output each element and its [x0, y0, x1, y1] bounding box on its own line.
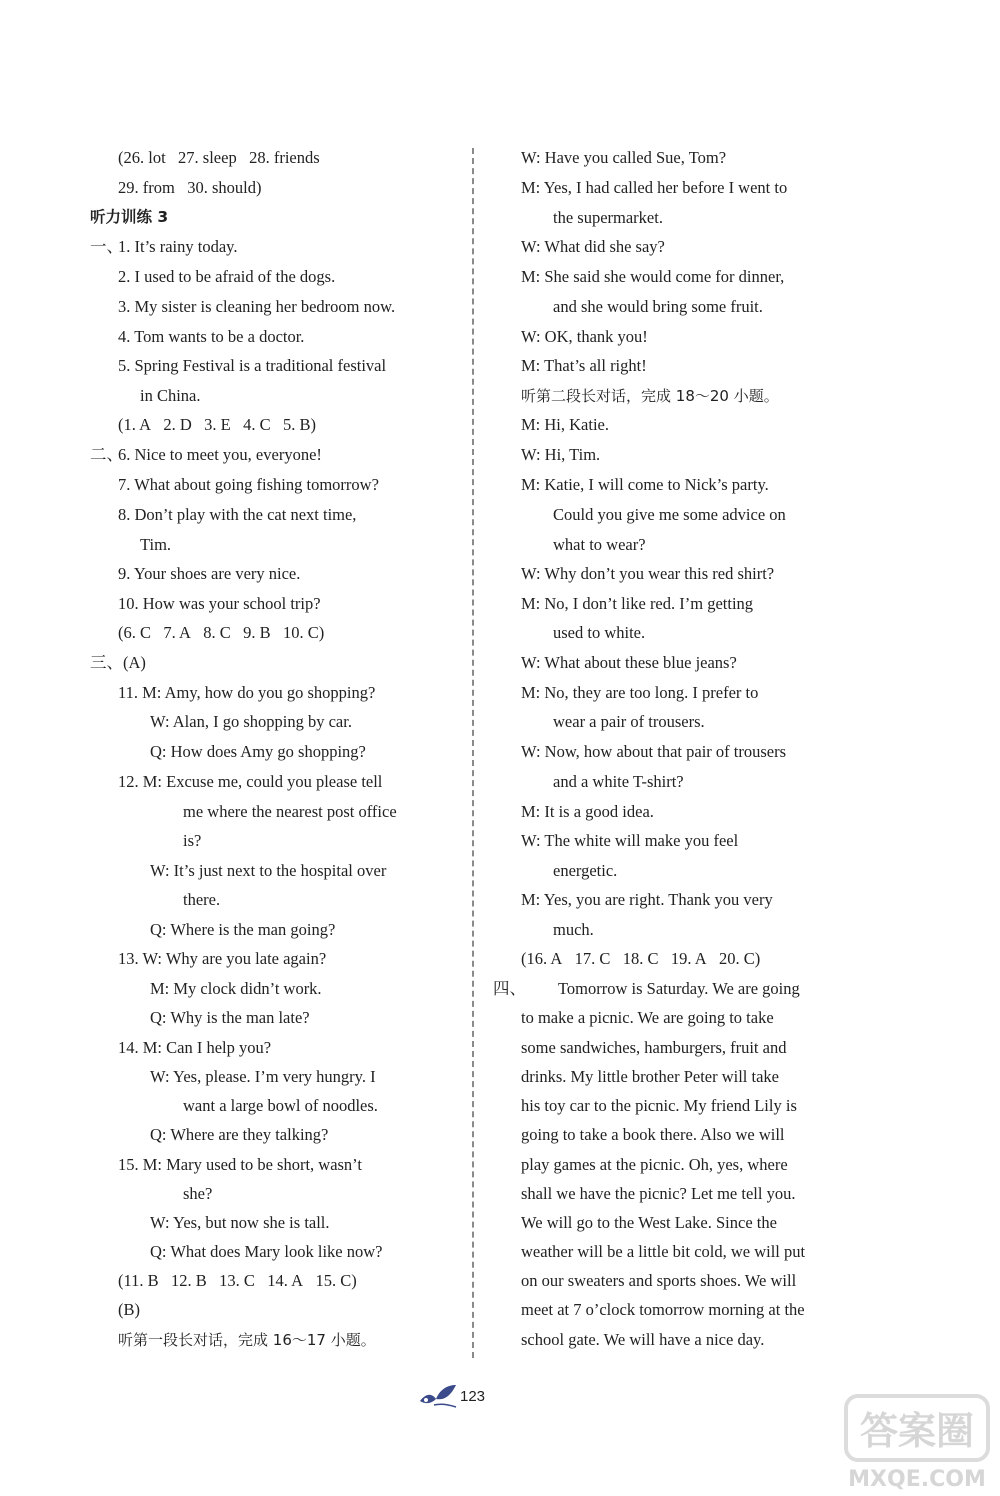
part2-item-8-cont: Tim.: [140, 535, 172, 554]
part1-answers: [118, 414, 316, 436]
answer-26: (26. lot: [118, 148, 166, 167]
q12-line-6: Q: Where is the man going?: [150, 920, 336, 939]
passage-line-13: school gate. We will have a nice day.: [521, 1330, 765, 1349]
dialog2-line-9: W: What about these blue jeans?: [521, 653, 737, 672]
q12-line-1: 12. M: Excuse me, could you please tell: [118, 772, 383, 791]
watermark-logo-text: 答案圈: [859, 1409, 975, 1453]
partB-marker: (B): [118, 1300, 140, 1319]
dialog1-line-7: W: OK, thank you!: [521, 327, 648, 346]
part2-item-7: 7. What about going fishing tomorrow?: [118, 475, 379, 494]
q13-line-3: Q: Why is the man late?: [150, 1008, 310, 1027]
answer-4: 4. C: [243, 415, 271, 434]
dialog2-line-15: W: The white will make you feel: [521, 831, 739, 850]
part1-item-2: 2. I used to be afraid of the dogs.: [118, 267, 336, 286]
dialog2-line-2: W: Hi, Tim.: [521, 445, 601, 464]
dialog1-line-3: the supermarket.: [553, 208, 663, 227]
answer-15: 15. C): [315, 1271, 357, 1290]
q13-line-2: M: My clock didn’t work.: [150, 979, 322, 998]
page-number: 123: [460, 1388, 486, 1405]
passage-line-11: on our sweaters and sports shoes. We will: [521, 1271, 797, 1290]
dialog2-line-6: W: Why don’t you wear this red shirt?: [521, 564, 775, 583]
dialog2-line-5: what to wear?: [553, 535, 646, 554]
dialog2-line-12: W: Now, how about that pair of trousers: [521, 742, 787, 761]
answer-9: 9. B: [243, 623, 271, 642]
q11-line-1: 11. M: Amy, how do you go shopping?: [118, 683, 376, 702]
dialog1-line-8: M: That’s all right!: [521, 356, 647, 375]
part1-item-5-cont: in China.: [140, 386, 201, 405]
q11-line-2: W: Alan, I go shopping by car.: [150, 712, 352, 731]
part1-item-4: 4. Tom wants to be a doctor.: [118, 327, 305, 346]
dialog2-line-8: used to white.: [553, 623, 646, 642]
dialog2-line-14: M: It is a good idea.: [521, 802, 654, 821]
column-divider: [472, 148, 474, 1358]
passage-line-3: some sandwiches, hamburgers, fruit and: [521, 1038, 787, 1057]
dialog1-line-1: W: Have you called Sue, Tom?: [521, 148, 727, 167]
q15-line-3: W: Yes, but now she is tall.: [150, 1213, 330, 1232]
answer-28: 28. friends: [249, 148, 320, 167]
answer-5: 5. B): [283, 415, 317, 434]
section-title: 听力训练 3: [90, 208, 169, 226]
answer-10: 10. C): [283, 623, 325, 642]
answer-7: 7. A: [163, 623, 191, 642]
answer-13: 13. C: [219, 1271, 255, 1290]
answer-line-29-30: [118, 177, 261, 199]
dialog-answers: [521, 948, 760, 970]
answer-27: 27. sleep: [178, 148, 237, 167]
watermark-logo: [842, 1392, 992, 1492]
passage-line-2: to make a picnic. We are going to take: [521, 1008, 774, 1027]
answer-2: 2. D: [163, 415, 192, 434]
answer-6: (6. C: [118, 623, 151, 642]
dialog1-intro: 听第一段长对话，完成 16～17 小题。: [118, 1331, 376, 1349]
answer-30: 30. should): [187, 178, 262, 197]
answer-14: 14. A: [267, 1271, 304, 1290]
answer-16: (16. A: [521, 949, 563, 968]
part2-item-8: 8. Don’t play with the cat next time,: [118, 505, 357, 524]
dialog2-line-18: much.: [553, 920, 594, 939]
q11-line-3: Q: How does Amy go shopping?: [150, 742, 366, 761]
passage-line-8: shall we have the picnic? Let me tell you.: [521, 1184, 796, 1203]
passage-line-7: play games at the picnic. Oh, yes, where: [521, 1155, 788, 1174]
answer-3: 3. E: [204, 415, 231, 434]
part4-marker: 四、: [493, 979, 526, 998]
passage-line-1: Tomorrow is Saturday. We are going: [558, 979, 800, 998]
part2-answers: [118, 622, 324, 644]
q14-line-4: Q: Where are they talking?: [150, 1125, 329, 1144]
answer-8: 8. C: [203, 623, 231, 642]
q15-line-1: 15. M: Mary used to be short, wasn’t: [118, 1155, 362, 1174]
dialog2-intro: 听第二段长对话，完成 18～20 小题。: [521, 387, 779, 405]
answer-1: (1. A: [118, 415, 151, 434]
q14-line-2: W: Yes, please. I’m very hungry. I: [150, 1067, 376, 1086]
q14-line-3: want a large bowl of noodles.: [183, 1096, 378, 1115]
dialog1-line-6: and she would bring some fruit.: [553, 297, 763, 316]
q12-line-5: there.: [183, 890, 221, 909]
passage-line-5: his toy car to the picnic. My friend Lily is: [521, 1096, 797, 1115]
dialog1-line-2: M: Yes, I had called her before I went to: [521, 178, 788, 197]
passage-line-4: drinks. My little brother Peter will take: [521, 1067, 779, 1086]
answer-11: (11. B: [118, 1271, 159, 1290]
q15-line-4: Q: What does Mary look like now?: [150, 1242, 383, 1261]
leaf-ornament-icon: [418, 1383, 458, 1409]
answer-19: 19. A: [670, 949, 707, 968]
dialog1-line-5: M: She said she would come for dinner,: [521, 267, 785, 286]
passage-line-9: We will go to the West Lake. Since the: [521, 1213, 777, 1232]
dialog2-line-13: and a white T-shirt?: [553, 772, 684, 791]
dialog1-line-4: W: What did she say?: [521, 237, 665, 256]
dialog2-line-16: energetic.: [553, 861, 618, 880]
part2-item-10: 10. How was your school trip?: [118, 594, 321, 613]
dialog2-line-7: M: No, I don’t like red. I’m getting: [521, 594, 754, 613]
part1-item-5: 5. Spring Festival is a traditional festival: [118, 356, 387, 375]
part2-item-6: 6. Nice to meet you, everyone!: [118, 445, 322, 464]
answer-29: 29. from: [118, 178, 175, 197]
part2-marker: 二、: [90, 445, 123, 464]
watermark-url: MXQE.COM: [848, 1467, 986, 1492]
part1-item-3: 3. My sister is cleaning her bedroom now.: [118, 297, 396, 316]
q14-line-1: 14. M: Can I help you?: [118, 1038, 272, 1057]
dialog2-line-3: M: Katie, I will come to Nick’s party.: [521, 475, 769, 494]
dialog2-line-11: wear a pair of trousers.: [553, 712, 705, 731]
part1-marker: 一、: [90, 237, 123, 256]
part3-answers: [118, 1270, 357, 1292]
q12-line-4: W: It’s just next to the hospital over: [150, 861, 387, 880]
part3-marker: 三、(A): [90, 653, 146, 672]
answer-18: 18. C: [622, 949, 659, 968]
q15-line-2: she?: [183, 1184, 213, 1203]
q12-line-2: me where the nearest post office: [183, 802, 397, 821]
passage-line-10: weather will be a little bit cold, we will put: [521, 1242, 806, 1261]
dialog2-line-4: Could you give me some advice on: [553, 505, 786, 524]
part1-item-1: 1. It’s rainy today.: [118, 237, 238, 256]
q12-line-3: is?: [183, 831, 202, 850]
passage-line-6: going to take a book there. Also we will: [521, 1125, 785, 1144]
part2-item-9: 9. Your shoes are very nice.: [118, 564, 301, 583]
dialog2-line-1: M: Hi, Katie.: [521, 415, 609, 434]
answer-20: 20. C): [719, 949, 761, 968]
passage-line-12: meet at 7 o’clock tomorrow morning at the: [521, 1300, 805, 1319]
dialog2-line-17: M: Yes, you are right. Thank you very: [521, 890, 773, 909]
answer-12: 12. B: [171, 1271, 207, 1290]
dialog2-line-10: M: No, they are too long. I prefer to: [521, 683, 759, 702]
answer-17: 17. C: [574, 949, 611, 968]
answer-line-26-28: [118, 147, 320, 169]
q13-line-1: 13. W: Why are you late again?: [118, 949, 327, 968]
